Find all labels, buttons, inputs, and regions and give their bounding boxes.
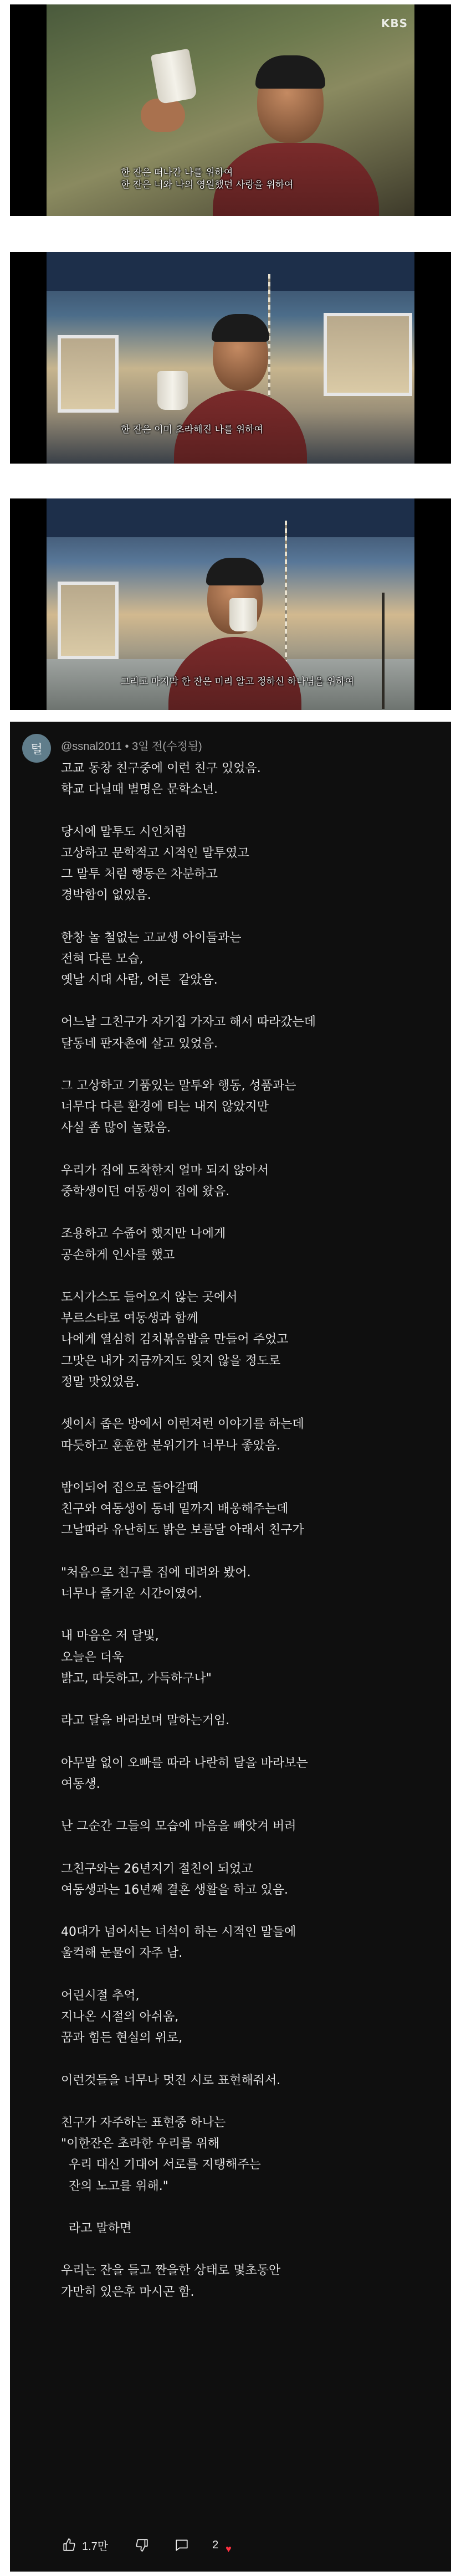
heart-icon: ♥ bbox=[226, 2543, 232, 2554]
hand bbox=[141, 99, 185, 132]
cup bbox=[229, 598, 257, 631]
thumbs-up-icon[interactable] bbox=[61, 2537, 78, 2553]
cabin-window bbox=[58, 582, 119, 659]
person-hair bbox=[255, 55, 325, 89]
video-frame-3 bbox=[10, 498, 451, 710]
cup bbox=[151, 49, 198, 105]
cabin-window bbox=[324, 313, 412, 396]
reply-count-button[interactable] bbox=[212, 2538, 232, 2554]
pole bbox=[382, 593, 385, 709]
reply-count: 2 bbox=[212, 2538, 219, 2551]
thumbs-down-icon[interactable] bbox=[134, 2537, 150, 2553]
subtitle-line: 한 잔은 이미 초라해진 나를 위하여 bbox=[121, 424, 263, 435]
person-body bbox=[168, 637, 301, 710]
subtitle-line: 한 잔은 떠나간 나를 위하여 bbox=[121, 167, 233, 178]
comment-author-meta[interactable]: @ssnal2011 • 3일 전(수정됨) bbox=[61, 741, 202, 753]
person-hair bbox=[206, 558, 264, 585]
broadcast-logo: KBS bbox=[381, 17, 408, 30]
boat-cabin-roof bbox=[47, 252, 414, 291]
reply-icon[interactable] bbox=[173, 2537, 190, 2553]
comment-body: 고교 동창 친구중에 이런 친구 있었음. 학교 다닐때 별명은 문학소년. 당시에 말투도 시인처럼 고상하고 문학적고 시적인 말투였고 그 말투 처럼 행동은 차분하고 경박함이 없었음. 한창 놀 철없는 고교생 아이들과는 전혀 다른 모습, 옛날 시대 사람, 어른 같았음. 어느날 그친구가 자기집 가자고 해서 따라갔는데 달동네 판자촌에 살고 있었음. 그 고상하고 기품있는 말투와 행동, 성품과는 너무다 다른 환경에 티는 내지 않았지만 사실 좀 많이 놀랐음. 우리가 집에 도착한지 얼마 되지 않아서 중학생이던 여동생이 집에 왔음. 조용하고 수줍어 했지만 나에게 공손하게 인사를 했고 도시가스도 들어오지 않는 곳에서 부르스타로 여동생과 함께 나에게 열심히 김치볶음밥을 만들어 주었고 그맛은 내가 지금까지도 잊지 않을 정도로 정말 맛있었음. 셋이서 좁은 방에서 이런저런 이야기를 하는데 따듯하고 훈훈한 분위기가 너무나 좋았음. 밤이되어 집으로 돌아갈때 친구와 여동생이 동네 밑까지 배웅해주는데 그날따라 유난히도 밝은 보름달 아래서 친구가 "처음으로 친구를 집에 대려와 봤어. 너무나 즐거운 시간이였어. 내 마음은 저 달빛, 오늘은 더욱 밝고, 따듯하고, 가득하구나" 라고 달을 바라보며 말하는거임. 아무말 없이 오빠를 따라 나란히 달을 바라보는 여동생. 난 그순간 그들의 모습에 마음을 빼앗겨 버려 그친구와는 26년지기 절친이 되었고 여동생과는 16년째 결혼 생활을 하고 있음. 40대가 넘어서는 녀석이 하는 시적인 말들에 울컥해 눈물이 자주 남. 어린시절 추억, 지나온 시절의 아쉬움, 꿈과 힘든 현실의 위로, 이런것들을 너무나 멋진 시로 표현해줘서. 친구가 자주하는 표현중 하나는 "이한잔은 초라한 우리를 위해 우리 대신 기대어 서로를 지탱해주는 잔의 노고를 위해." 라고 말하면 우리는 잔을 들고 짠을한 상태로 몇초동안 가만히 있은후 마시곤 함. bbox=[61, 762, 316, 2299]
cup bbox=[157, 371, 188, 410]
boat-cabin-roof bbox=[47, 498, 414, 537]
comment-card bbox=[10, 722, 451, 2572]
comment-actions bbox=[61, 2534, 232, 2556]
cabin-window bbox=[58, 335, 119, 413]
subtitle-line: 그리고 마지막 한 잔은 미리 알고 정하신 하나님을 위하여 bbox=[121, 676, 354, 687]
video-frame-2 bbox=[10, 252, 451, 464]
person-hair bbox=[212, 314, 269, 342]
avatar[interactable]: 털 bbox=[22, 734, 51, 763]
video-frame-1 bbox=[10, 4, 451, 216]
subtitle-line: 한 잔은 너와 나의 영원했던 사랑을 위하여 bbox=[121, 179, 294, 191]
like-count: 1.7만 bbox=[82, 2540, 109, 2553]
